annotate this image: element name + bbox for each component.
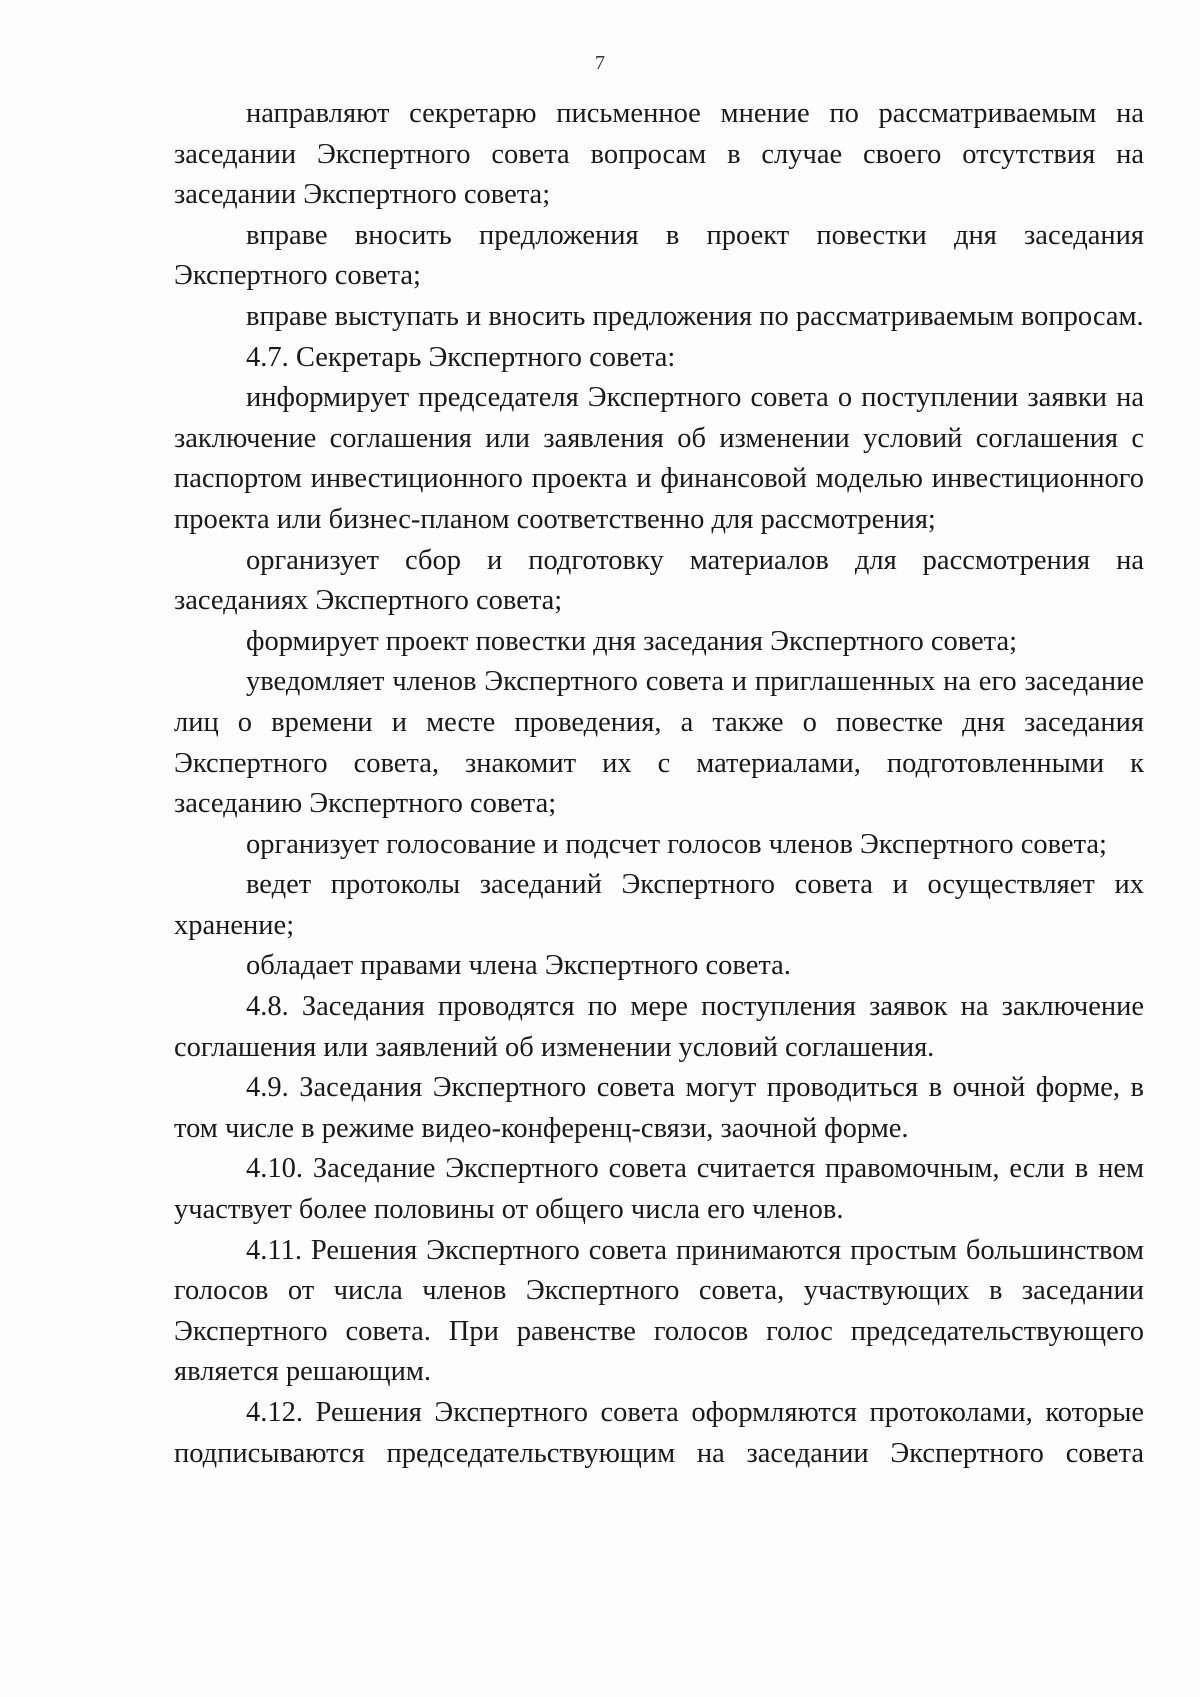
section-4-8: 4.8. Заседания проводятся по мере поступления заявок на заключение соглашения или заявлений об изменении условий соглашения. — [174, 991, 1144, 1063]
paragraph-organizes-materials: организует сбор и подготовку материалов для рассмотрения на заседаниях Экспертного совета; — [174, 544, 1144, 617]
paragraph-informs-chair: информирует председателя Экспертного совета о поступлении заявки на заключение соглашения или заявления об изменении условий соглашения с паспортом инвестиционного проекта и финансовой моделью инвестиционного проекта или бизнес-планом соответственно для рассмотрения; — [174, 382, 1144, 535]
paragraph-forms-agenda: формирует проект повестки дня заседания Экспертного совета; — [246, 625, 1018, 657]
paragraph-speak-proposals: вправе выступать и вносить предложения по рассматриваемым вопросам. — [246, 300, 1144, 332]
section-4-11: 4.11. Решения Экспертного совета принимаются простым большинством голосов от числа членов Экспертного совета, участвующих в заседании Экспертного совета. При равенстве голосов голос председательствующего является решающим. — [174, 1234, 1144, 1388]
page-number: 7 — [595, 52, 605, 74]
document-body — [174, 94, 1144, 1474]
section-4-12: 4.12. Решения Экспертного совета оформляются протоколами, которые подписываются председательствующим на заседании Экспертного совета — [174, 1397, 1144, 1469]
section-heading-4-7: 4.7. Секретарь Экспертного совета: — [246, 341, 676, 373]
paragraph-organizes-voting: организует голосование и подсчет голосов членов Экспертного совета; — [246, 828, 1107, 860]
section-4-10: 4.10. Заседание Экспертного совета считается правомочным, если в нем участвует более половины от общего числа его членов. — [174, 1153, 1144, 1226]
paragraph-agenda-proposals: вправе вносить предложения в проект повестки дня заседания Экспертного совета; — [174, 219, 1144, 292]
paragraph-member-rights: обладает правами члена Экспертного совета. — [246, 950, 791, 982]
paragraph-notifies-members: уведомляет членов Экспертного совета и приглашенных на его заседание лиц о времени и месте проведения, а также о повестке дня заседания Экспертного совета, знакомит их с материалами, подготовленными к заседанию Экспертного совета; — [174, 666, 1144, 820]
section-4-9: 4.9. Заседания Экспертного совета могут проводиться в очной форме, в том числе в режиме видео-конференц-связи, заочной форме. — [174, 1072, 1144, 1144]
paragraph-keeps-minutes: ведет протоколы заседаний Экспертного совета и осуществляет их хранение; — [174, 869, 1144, 941]
paragraph-written-opinion: направляют секретарю письменное мнение по рассматриваемым на заседании Экспертного совета вопросам в случае своего отсутствия на заседании Экспертного совета; — [174, 98, 1144, 211]
